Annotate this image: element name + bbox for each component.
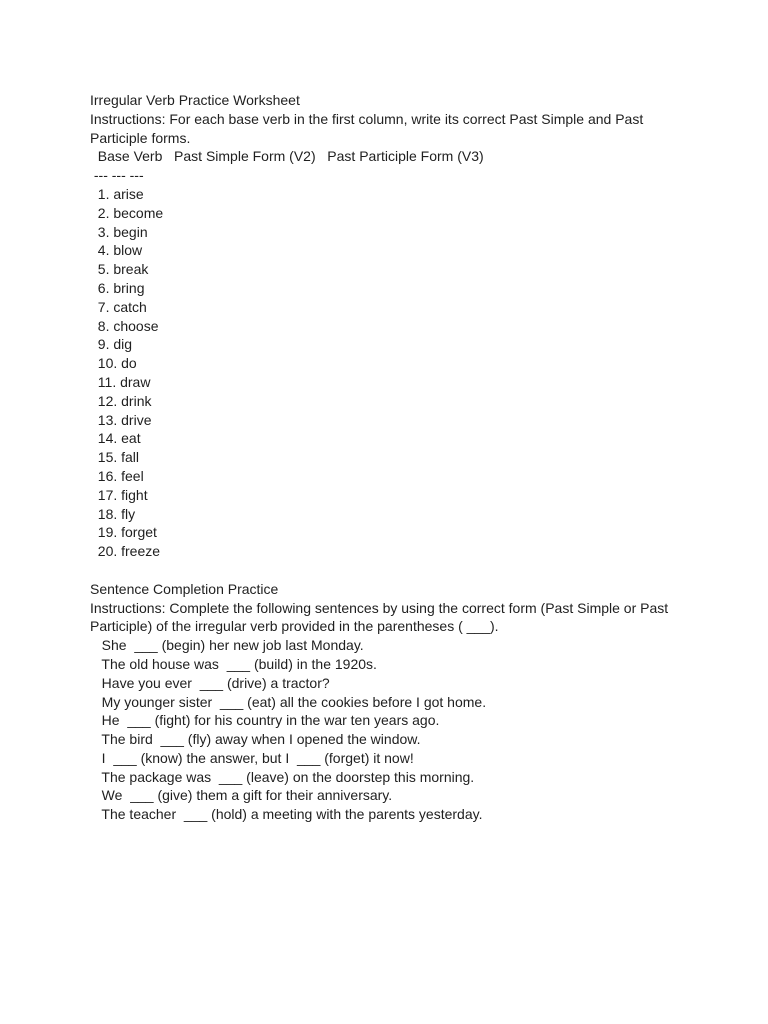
list-item: 10. do bbox=[90, 355, 137, 372]
document-page bbox=[90, 91, 670, 824]
list-item: 2. become bbox=[90, 204, 164, 221]
list-item: 20. freeze bbox=[90, 543, 161, 560]
section-spacer bbox=[90, 561, 670, 580]
list-item: We ___ (give) them a gift for their anniversary. bbox=[90, 787, 393, 804]
list-item: 15. fall bbox=[90, 449, 140, 466]
table-header: Base Verb Past Simple Form (V2) Past Participle Form (V3) bbox=[90, 148, 484, 165]
table-separator: --- --- --- bbox=[90, 167, 144, 184]
worksheet-title: Irregular Verb Practice Worksheet bbox=[90, 92, 300, 108]
list-item: 16. feel bbox=[90, 467, 144, 484]
list-item: 18. fly bbox=[90, 505, 136, 522]
list-item: 12. drink bbox=[90, 392, 152, 409]
list-item: 11. draw bbox=[90, 373, 151, 390]
list-item: 5. break bbox=[90, 261, 149, 278]
list-item: 6. bring bbox=[90, 279, 145, 296]
sentences-title: Sentence Completion Practice bbox=[90, 580, 279, 597]
list-item: 14. eat bbox=[90, 430, 141, 447]
list-item: The teacher ___ (hold) a meeting with the parents yesterday. bbox=[90, 806, 483, 823]
list-item: Have you ever ___ (drive) a tractor? bbox=[90, 674, 330, 691]
list-item: She ___ (begin) her new job last Monday. bbox=[90, 637, 364, 654]
worksheet-instructions: Instructions: For each base verb in the first column, write its correct Past Simple and Past Participle forms. bbox=[90, 110, 644, 146]
list-item: The package was ___ (leave) on the doorstep this morning. bbox=[90, 768, 475, 785]
list-item: 19. forget bbox=[90, 524, 157, 541]
list-item: 7. catch bbox=[90, 298, 147, 315]
list-item: 9. dig bbox=[90, 336, 133, 353]
verb-list bbox=[90, 185, 670, 561]
list-item: The old house was ___ (build) in the 1920s. bbox=[90, 655, 377, 672]
list-item: 3. begin bbox=[90, 223, 148, 240]
list-item: 8. choose bbox=[90, 317, 159, 334]
list-item: My younger sister ___ (eat) all the cookies before I got home. bbox=[90, 693, 487, 710]
list-item: I ___ (know) the answer, but I ___ (forget) it now! bbox=[90, 749, 414, 766]
list-item: 4. blow bbox=[90, 242, 143, 259]
sentences-instructions: Instructions: Complete the following sentences by using the correct form (Past Simple or Past Participle) of the irregular verb provided in the parentheses ( ___). bbox=[90, 599, 669, 635]
list-item: 1. arise bbox=[90, 185, 144, 202]
list-item: 13. drive bbox=[90, 411, 152, 428]
sentence-list bbox=[90, 636, 670, 824]
list-item: 17. fight bbox=[90, 486, 148, 503]
list-item: He ___ (fight) for his country in the war ten years ago. bbox=[90, 712, 440, 729]
list-item: The bird ___ (fly) away when I opened the window. bbox=[90, 731, 421, 748]
